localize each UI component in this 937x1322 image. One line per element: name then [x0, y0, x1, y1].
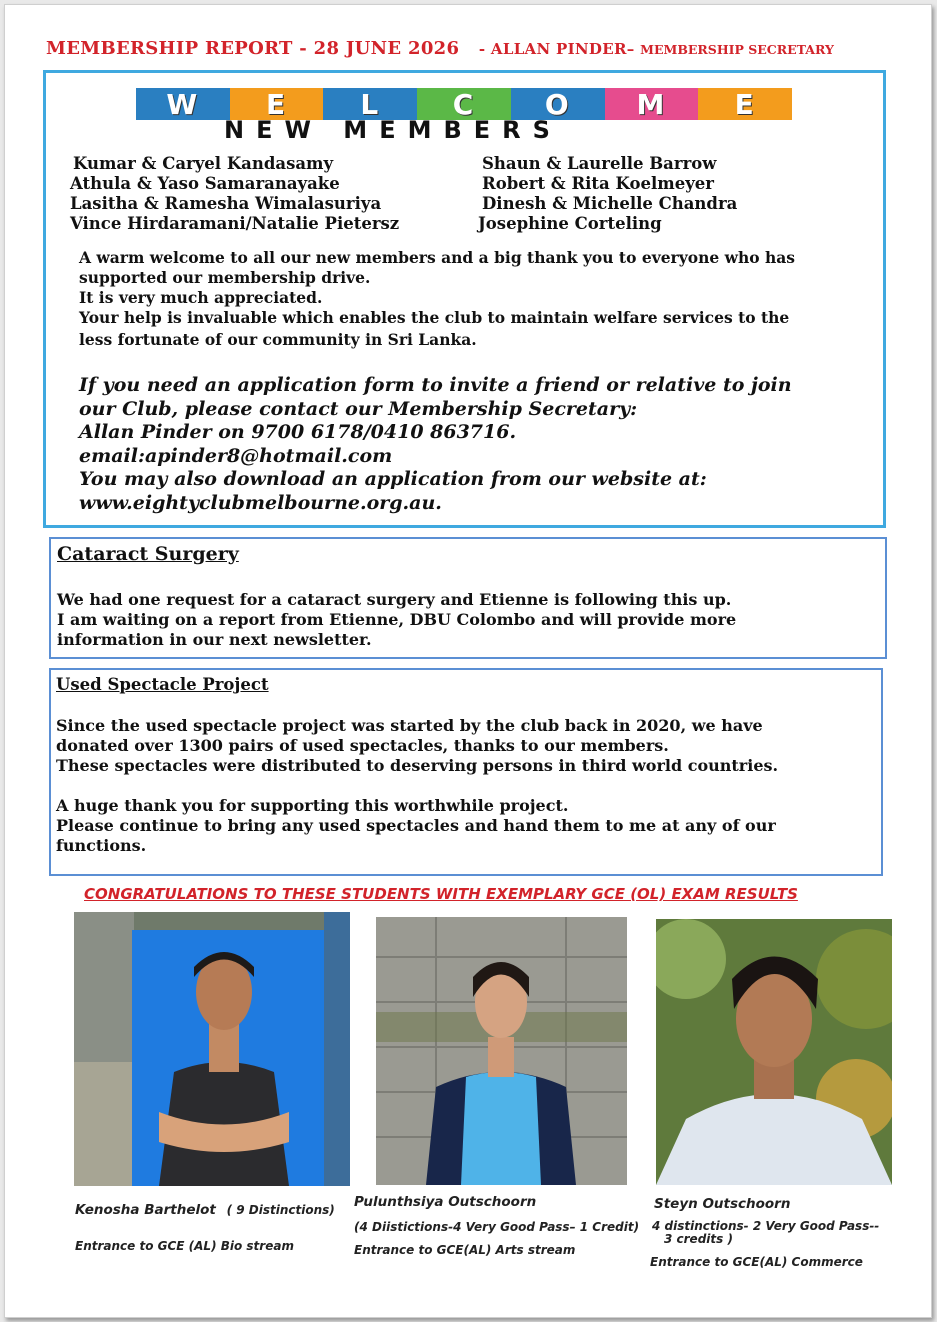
student-caption-1	[75, 1202, 335, 1219]
student-stream: Entrance to GCE (AL) Bio stream	[75, 1239, 294, 1253]
welcome-letter: L	[323, 88, 417, 120]
welcome-letter: W	[136, 88, 230, 120]
title-main: MEMBERSHIP REPORT - 28 JUNE 2026	[46, 38, 460, 59]
report-title	[46, 38, 834, 59]
student-result-line: 3 credits )	[664, 1232, 733, 1246]
cataract-line: We had one request for a cataract surgery and Etienne is following this up.	[57, 590, 732, 609]
new-members-heading: NEW MEMBERS	[224, 116, 562, 144]
portrait-image	[74, 912, 350, 1186]
welcome-line: It is very much appreciated.	[79, 288, 323, 307]
congratulations-heading: CONGRATULATIONS TO THESE STUDENTS WITH EXEMPLARY GCE (OL) EXAM RESULTS	[84, 885, 798, 903]
welcome-line: A warm welcome to all our new members and a big thank you to everyone who has	[79, 248, 795, 267]
cataract-line: information in our next newsletter.	[57, 630, 372, 649]
member-name: Josephine Corteling	[478, 214, 662, 233]
student-stream: Entrance to GCE(AL) Commerce	[650, 1255, 863, 1269]
member-name: Lasitha & Ramesha Wimalasuriya	[70, 194, 382, 213]
contact-email: email:apinder8@hotmail.com	[79, 444, 393, 467]
welcome-message	[79, 248, 879, 350]
spectacle-line: Please continue to bring any used spectacles and hand them to me at any of our	[56, 816, 776, 835]
member-name: Robert & Rita Koelmeyer	[482, 174, 714, 193]
student-name: Pulunthsiya Outschoorn	[354, 1194, 537, 1210]
members-right-list	[478, 154, 738, 234]
contact-line: If you need an application form to invite a friend or relative to join	[79, 374, 792, 396]
member-name: Shaun & Laurelle Barrow	[482, 154, 717, 173]
student-name: Kenosha Barthelot	[75, 1202, 216, 1218]
student-photo-pulunthsiya	[376, 917, 627, 1185]
title-name: - ALLAN PINDER–	[478, 40, 635, 58]
spectacle-line: These spectacles were distributed to deserving persons in third world countries.	[56, 756, 779, 775]
student-photo-steyn	[656, 919, 892, 1185]
welcome-letter: C	[417, 88, 511, 120]
spectacle-line: functions.	[56, 836, 147, 855]
student-photo-kenosha	[74, 912, 350, 1186]
student-result: ( 9 Distinctions)	[226, 1203, 335, 1217]
contact-line: our Club, please contact our Membership Secretary:	[79, 397, 638, 420]
welcome-letter: O	[511, 88, 605, 120]
welcome-letter: M	[605, 88, 699, 120]
welcome-letter: E	[698, 88, 792, 120]
welcome-line: less fortunate of our community in Sri Lanka.	[79, 330, 477, 349]
student-result-line: 4 distinctions- 2 Very Good Pass--	[652, 1219, 880, 1233]
student-name: Steyn Outschoorn	[654, 1196, 791, 1212]
member-name: Vince Hirdaramani/Natalie Pietersz	[70, 214, 400, 233]
contact-phone: Allan Pinder on 9700 6178/0410 863716.	[79, 421, 517, 443]
spectacle-text	[56, 716, 866, 856]
welcome-line: Your help is invaluable which enables the club to maintain welfare services to the	[79, 308, 790, 327]
portrait-image	[656, 919, 892, 1185]
cataract-text	[57, 590, 867, 650]
welcome-letter: E	[230, 88, 324, 120]
cataract-heading: Cataract Surgery	[57, 543, 239, 565]
members-left-list	[70, 154, 400, 234]
application-contact-info	[79, 374, 879, 515]
student-stream: Entrance to GCE(AL) Arts stream	[354, 1243, 576, 1257]
spectacle-line: Since the used spectacle project was started by the club back in 2020, we have	[56, 716, 763, 735]
spectacle-line: donated over 1300 pairs of used spectacles, thanks to our members.	[56, 736, 669, 755]
student-result	[652, 1220, 879, 1246]
student-result: (4 Diistictions-4 Very Good Pass– 1 Credit)	[354, 1220, 640, 1234]
contact-line: You may also download an application from our website at:	[79, 468, 707, 490]
spectacle-heading: Used Spectacle Project	[56, 675, 269, 694]
welcome-line: supported our membership drive.	[79, 268, 371, 287]
title-role: MEMBERSHIP SECRETARY	[640, 42, 834, 57]
website-link[interactable]: www.eightyclubmelbourne.org.au.	[79, 491, 442, 514]
member-name: Dinesh & Michelle Chandra	[482, 194, 738, 213]
portrait-image	[376, 917, 627, 1185]
member-name: Athula & Yaso Samaranayake	[70, 174, 340, 193]
spectacle-line: A huge thank you for supporting this worthwhile project.	[56, 796, 569, 815]
cataract-line: I am waiting on a report from Etienne, DBU Colombo and will provide more	[57, 610, 737, 629]
member-name: Kumar & Caryel Kandasamy	[73, 154, 334, 173]
